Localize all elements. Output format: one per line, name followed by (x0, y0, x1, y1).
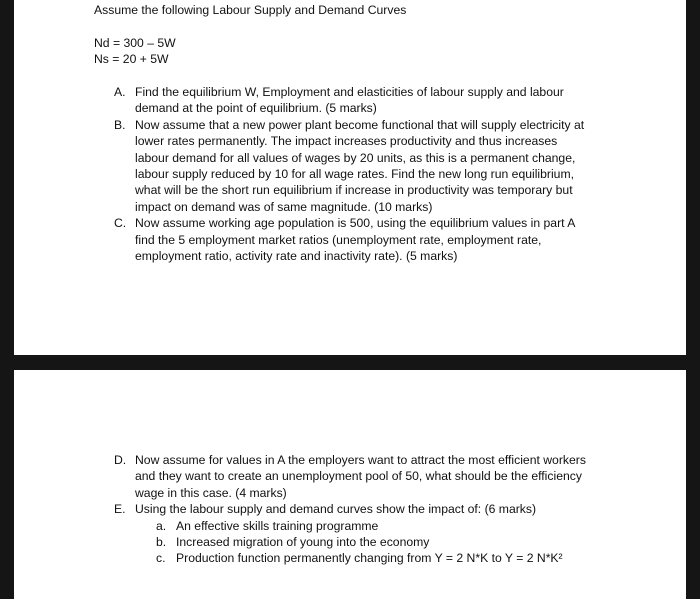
labour-demand-equation: Nd = 300 – 5W (94, 36, 176, 50)
subitem-b (114, 534, 614, 550)
subitem-label: b. (156, 535, 167, 550)
question-line: lower rates permanently. The impact increases productivity and thus increases (135, 134, 558, 149)
question-d (114, 452, 614, 501)
subitem-label: c. (156, 551, 166, 566)
subitem-text: Production function permanently changing from Y = 2 N*K to Y = 2 N*K² (176, 551, 563, 566)
question-line: wage in this case. (4 marks) (135, 485, 287, 500)
question-line: labour supply reduced by 10 for all wage rates. Find the new long run equilibrium, (135, 167, 574, 182)
question-c (114, 215, 614, 264)
question-line: labour demand for all values of wages by 20 units, as this is a permanent change, (135, 150, 576, 165)
question-line: demand at the point of equilibrium. (5 marks) (135, 101, 377, 116)
question-line: Find the equilibrium W, Employment and elasticities of labour supply and labour (135, 85, 564, 99)
question-line: Now assume for values in A the employers want to attract the most efficient workers (135, 453, 586, 467)
question-label: D. (114, 453, 127, 467)
subitem-text: An effective skills training programme (176, 518, 379, 533)
question-line: what will be the short run equilibrium if increase in productivity was temporary but (135, 183, 573, 198)
question-line: find the 5 employment market ratios (unemployment rate, employment rate, (135, 232, 542, 247)
question-line: Now assume that a new power plant become functional that will supply electricity at (135, 117, 585, 132)
question-b (114, 117, 614, 215)
question-line: employment ratio, activity rate and inactivity rate). (5 marks) (135, 249, 458, 264)
question-list (114, 452, 614, 567)
question-label: C. (114, 216, 127, 231)
question-a (114, 84, 614, 117)
question-line: and they want to create an unemployment pool of 50, what should be the efficiency (135, 469, 582, 484)
question-label: A. (114, 85, 126, 99)
question-line: impact on demand was of same magnitude. (10 marks) (135, 199, 433, 214)
document-page-2 (14, 370, 686, 599)
subitem-text: Increased migration of young into the economy (176, 535, 430, 550)
subitem-a (114, 518, 614, 534)
question-line: Now assume working age population is 500, using the equilibrium values in part A (135, 216, 576, 231)
subitem-label: a. (156, 518, 167, 533)
page-heading: Assume the following Labour Supply and Demand Curves (94, 3, 407, 17)
question-e (114, 501, 614, 517)
question-label: E. (114, 502, 126, 517)
question-line: Using the labour supply and demand curves show the impact of: (6 marks) (135, 502, 537, 517)
document-page-1 (14, 0, 686, 355)
labour-supply-equation: Ns = 20 + 5W (94, 52, 169, 66)
question-label: B. (114, 117, 126, 132)
question-list (114, 84, 614, 264)
subitem-c (114, 550, 614, 566)
